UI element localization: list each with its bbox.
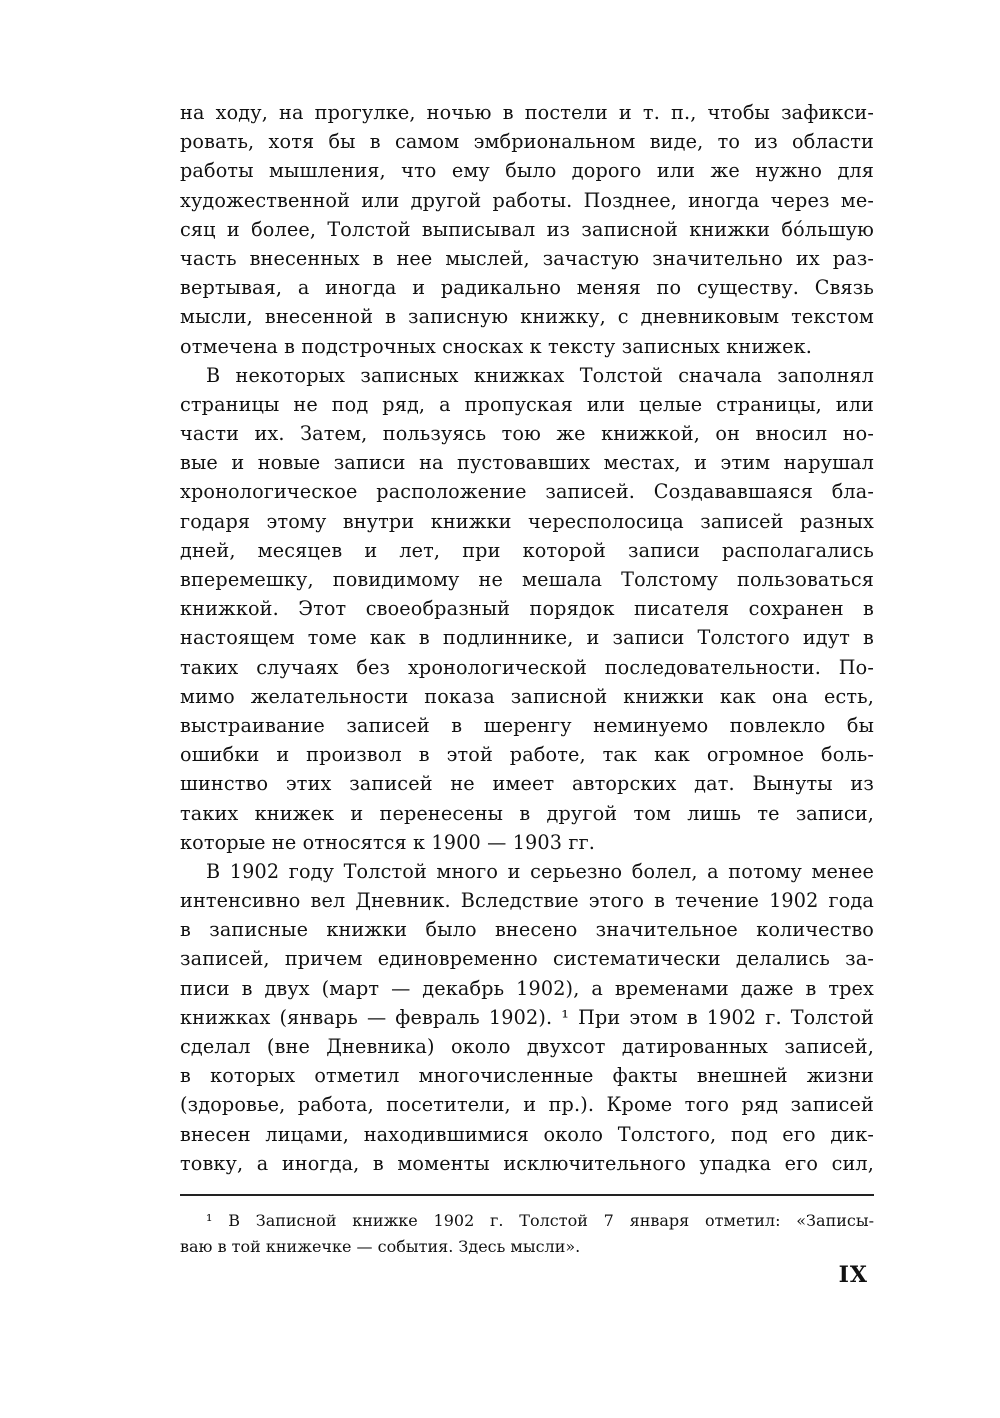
text-line: таких случаях без хронологической последовательности. По- [180,655,874,679]
text-line: на ходу, на прогулке, ночью в постели и т. п., чтобы зафикси- [180,101,874,124]
text-line: в которых отметил многочисленные факты внешней жизни [180,1064,874,1088]
text-line: часть внесенных в нее мыслей, зачастую значительно их раз- [180,246,874,270]
text-line: интенсивно вел Дневник. Вследствие этого в течение 1902 года [180,889,874,913]
text-line: выстраивание записей в шеренгу неминуемо повлекло бы [180,713,874,737]
footnote-line: ваю в той книжечке — события. Здесь мысли». [180,1237,581,1256]
text-line: вперемешку, повидимому не мешала Толстому пользоваться [180,568,874,591]
text-line: в записные книжки было внесено значительное количество [180,918,874,942]
text-line: (здоровье, работа, посетители, и пр.). Кроме того ряд записей [180,1093,874,1117]
text-line: сделал (вне Дневника) около двухсот датированных записей, [180,1035,874,1058]
text-line: В некоторых записных книжках Толстой сначала заполнял [206,363,874,387]
text-line: вертывая, а иногда и радикально меняя по существу. Связь [180,276,874,300]
text-line: товку, а иногда, в моменты исключительного упадка его сил, [180,1151,874,1175]
text-line: хронологическое расположение записей. Создававшаяся бла- [180,480,874,504]
footnote-line: ¹ В Записной книжке 1902 г. Толстой 7 января отметил: «Записы- [206,1211,874,1230]
footnote-divider [180,1194,874,1196]
text-line: сяц и более, Толстой выписывал из записной книжки бóльшую [180,217,874,241]
text-line: писи в двух (март — декабрь 1902), а временами даже в трех [180,976,874,1000]
text-line: страницы не под ряд, а пропуская или целые страницы, или [180,392,874,416]
paragraph-3 [180,857,874,1178]
text-line: художественной или другой работы. Позднее, иногда через ме- [180,188,874,212]
text-line: ошибки и произвол в этой работе, так как огромное боль- [180,743,874,767]
paragraph-2 [180,361,874,857]
text-line: таких книжек и перенесены в другой том лишь те записи, [180,801,874,825]
text-line: работы мышления, что ему было дорого или же нужно для [180,159,874,183]
text-line: отмечена в подстрочных сносках к тексту записных книжек. [180,334,812,358]
text-line: части их. Затем, пользуясь тою же книжкой, он вносил но- [180,422,874,446]
text-line: шинство этих записей не имеет авторских дат. Вынуты из [180,772,874,796]
text-line: мысли, внесенной в записную книжку, с дневниковым текстом [180,305,874,329]
text-line: годаря этому внутри книжки чересполосица записей разных [180,509,874,533]
text-line: В 1902 году Толстой много и серьезно болел, а потому менее [206,859,874,883]
text-line: ровать, хотя бы в самом эмбриональном виде, то из области [180,130,874,154]
text-line: внесен лицами, находившимися около Толстого, под его дик- [180,1122,874,1146]
text-line: мимо желательности показа записной книжки как она есть, [180,684,874,708]
text-line: записей, причем единовременно систематически делались за- [180,947,874,971]
main-text [180,98,874,1178]
text-line: книжках (январь — февраль 1902). ¹ При этом в 1902 г. Толстой [180,1005,874,1029]
footnotes [180,1208,874,1260]
text-line: настоящем томе как в подлиннике, и записи Толстого идут в [180,626,874,650]
text-line: которые не относятся к 1900 — 1903 гг. [180,830,596,854]
text-line: дней, месяцев и лет, при которой записи располагались [180,538,874,562]
page-number: IX [838,1262,868,1288]
text-line: книжкой. Этот своеобразный порядок писателя сохранен в [180,597,874,621]
text-line: вые и новые записи на пустовавших местах, и этим нарушал [180,451,874,475]
paragraph-1 [180,98,874,361]
